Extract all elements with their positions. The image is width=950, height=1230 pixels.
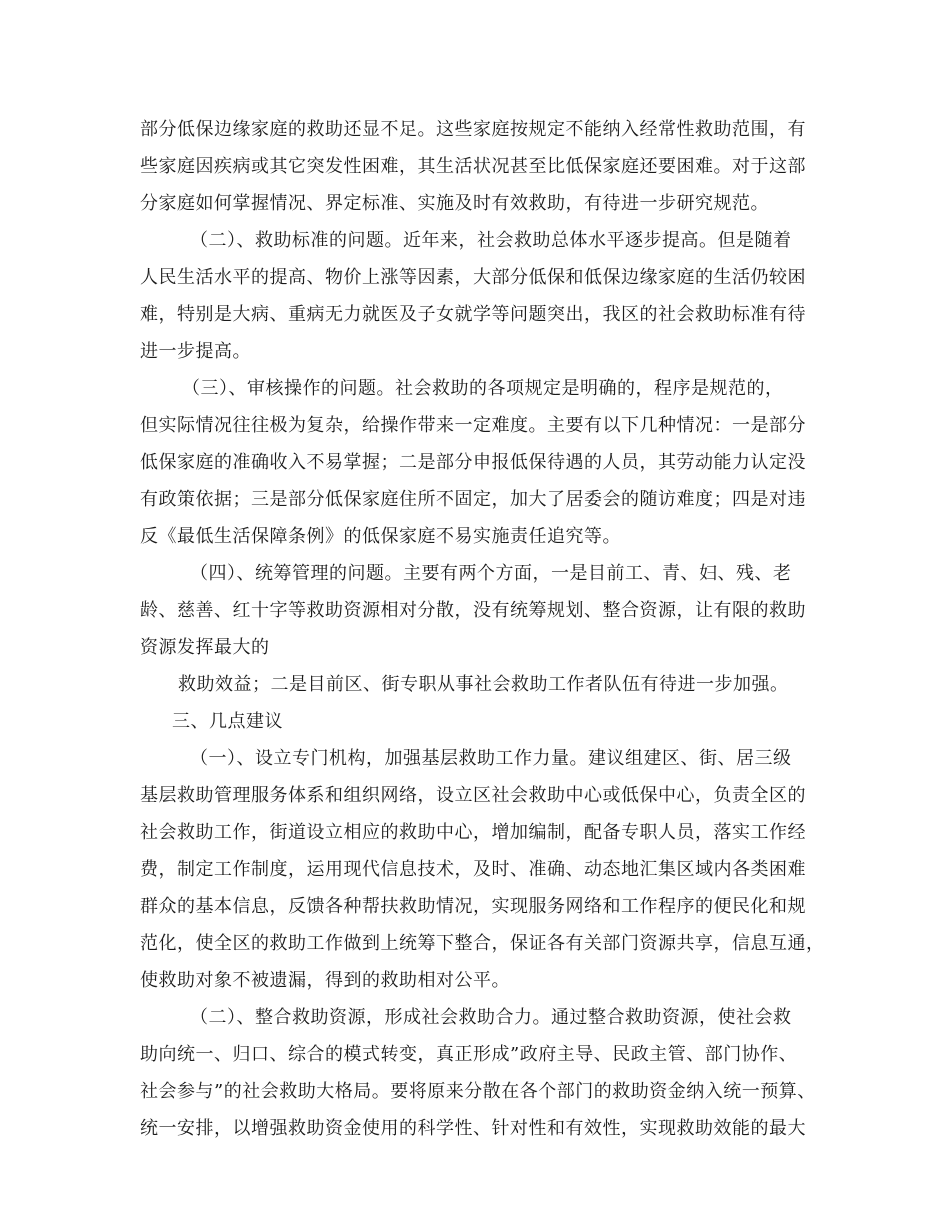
text-line: 些家庭因疾病或其它突发性困难，其生活状况甚至比低保家庭还要困难。对于这部 [140,156,806,177]
text-line: 助向统一、归口、综合的模式转变，真正形成”政府主导、民政主管、部门协作、 [140,1044,798,1065]
text-line: 费，制定工作制度，运用现代信息技术，及时、准确、动态地汇集区域内各类困难 [140,859,806,880]
text-line: 社会救助工作，街道设立相应的救助中心，增加编制，配备专职人员，落实工作经 [140,822,806,843]
text-line: 范化，使全区的救助工作做到上统筹下整合，保证各有关部门资源共享，信息互通， [140,933,825,954]
text-line: 人民生活水平的提高、物价上涨等因素，大部分低保和低保边缘家庭的生活仍较困 [140,267,806,288]
text-line: （二）、救助标准的问题。近年来，社会救助总体水平逐步提高。但是随着 [190,230,792,251]
text-line: 基层救助管理服务体系和组织网络，设立区社会救助中心或低保中心，负责全区的 [140,785,806,806]
text-line: （三）、审核操作的问题。社会救助的各项规定是明确的，程序是规范的， [182,378,784,399]
text-line: （一）、设立专门机构，加强基层救助工作力量。建议组建区、街、居三级 [190,748,792,769]
text-line: 群众的基本信息，反馈各种帮扶救助情况，实现服务网络和工作程序的便民化和规 [140,896,806,917]
text-line: 社会参与”的社会救助大格局。要将原来分散在各个部门的救助资金纳入统一预算、 [140,1081,816,1102]
text-line: 分家庭如何掌握情况、界定标准、实施及时有效救助，有待进一步研究规范。 [140,193,769,214]
text-line: 救助效益；二是目前区、街专职从事社会救助工作者队伍有待进一步加强。 [178,674,789,695]
text-line: 但实际情况往往极为复杂，给操作带来一定难度。主要有以下几种情况：一是部分 [140,415,806,436]
text-line: （四）、统筹管理的问题。主要有两个方面，一是目前工、青、妇、残、老 [190,563,792,584]
text-line: 资源发挥最大的 [140,637,270,658]
text-line: 反《最低生活保障条例》的低保家庭不易实施责任追究等。 [140,526,621,547]
text-line: 部分低保边缘家庭的救助还显不足。这些家庭按规定不能纳入经常性救助范围，有 [140,119,806,140]
text-line: 统一安排，以增强救助资金使用的科学性、针对性和有效性，实现救助效能的最大 [140,1118,806,1139]
section-heading: 三、几点建议 [172,711,283,732]
text-line: 低保家庭的准确收入不易掌握；二是部分申报低保待遇的人员，其劳动能力认定没 [140,452,806,473]
text-line: （二）、整合救助资源，形成社会救助合力。通过整合救助资源，使社会救 [190,1007,792,1028]
text-line: 龄、慈善、红十字等救助资源相对分散，没有统筹规划、整合资源，让有限的救助 [140,600,806,621]
text-line: 有政策依据；三是部分低保家庭住所不固定，加大了居委会的随访难度；四是对违 [140,489,806,510]
text-line: 使救助对象不被遗漏，得到的救助相对公平。 [140,970,510,991]
text-line: 难，特别是大病、重病无力就医及子女就学等问题突出，我区的社会救助标准有待 [140,304,806,325]
text-line: 进一步提高。 [140,341,251,362]
